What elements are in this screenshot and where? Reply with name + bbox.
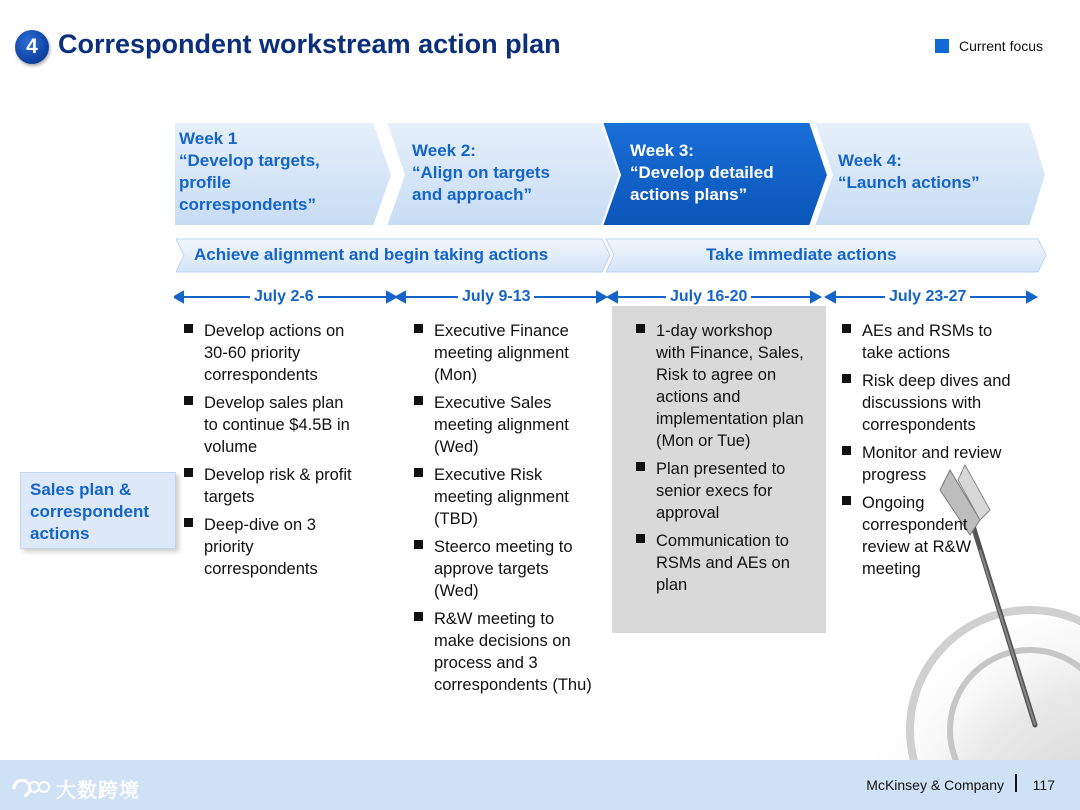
- watermark-text: 大数跨境: [56, 780, 140, 802]
- list-item: Executive Risk meeting alignment (TBD): [414, 464, 614, 530]
- bullet-square-icon: [184, 468, 193, 477]
- legend-swatch: [935, 39, 949, 53]
- footer: [0, 760, 1080, 810]
- page-title: Correspondent workstream action plan: [58, 29, 561, 59]
- row-label-box: [20, 472, 176, 549]
- week-4-label: Week 4: “Launch actions”: [838, 151, 980, 192]
- list-item: R&W meeting to make decisions on process and 3 correspondents (Thu): [414, 608, 614, 696]
- watermark: [10, 774, 140, 803]
- footer-divider: [1015, 774, 1017, 792]
- week-3-actions: [636, 320, 826, 602]
- list-item: Steerco meeting to approve targets (Wed): [414, 536, 614, 602]
- bullet-square-icon: [636, 324, 645, 333]
- week-4-actions: [842, 320, 1042, 586]
- bullet-square-icon: [842, 496, 851, 505]
- bullet-square-icon: [184, 396, 193, 405]
- list-item: Deep-dive on 3 priority correspondents: [184, 514, 384, 580]
- bullet-square-icon: [184, 518, 193, 527]
- watermark-logo-icon: [10, 777, 50, 801]
- list-item: Ongoing correspondent review at R&W meeting: [842, 492, 1042, 580]
- bullet-square-icon: [414, 468, 423, 477]
- row-label: Sales plan & correspondent actions: [30, 480, 150, 543]
- date-week-4: July 23-27: [885, 288, 970, 306]
- bullet-square-icon: [842, 374, 851, 383]
- date-week-3: July 16-20: [666, 288, 751, 306]
- week-2-label: Week 2: “Align on targets and approach”: [412, 141, 550, 204]
- bullet-square-icon: [184, 324, 193, 333]
- list-item: Executive Finance meeting alignment (Mon): [414, 320, 614, 386]
- section-number-badge: 4: [15, 30, 49, 64]
- phase-2-label: Take immediate actions: [706, 245, 897, 264]
- list-item: Develop actions on 30-60 priority correspondents: [184, 320, 384, 386]
- list-item: AEs and RSMs to take actions: [842, 320, 1042, 364]
- week-2-actions: [414, 320, 614, 702]
- list-item: Executive Sales meeting alignment (Wed): [414, 392, 614, 458]
- bullet-square-icon: [414, 324, 423, 333]
- week-1-actions: [184, 320, 384, 586]
- list-item: Risk deep dives and discussions with correspondents: [842, 370, 1042, 436]
- bullet-square-icon: [414, 540, 423, 549]
- phase-1-label: Achieve alignment and begin taking actions: [194, 245, 549, 264]
- date-week-1: July 2-6: [250, 288, 318, 306]
- bullet-square-icon: [636, 462, 645, 471]
- date-week-2: July 9-13: [458, 288, 534, 306]
- list-item: 1-day workshop with Finance, Sales, Risk to agree on actions and implementation plan (Mon or Tue): [636, 320, 826, 452]
- list-item: Communication to RSMs and AEs on plan: [636, 530, 826, 596]
- list-item: Plan presented to senior execs for approval: [636, 458, 826, 524]
- list-item: Develop sales plan to continue $4.5B in volume: [184, 392, 384, 458]
- list-item: Develop risk & profit targets: [184, 464, 384, 508]
- company-name: McKinsey & Company: [866, 777, 1004, 793]
- list-item: Monitor and review progress: [842, 442, 1042, 486]
- page-number: 117: [1032, 777, 1055, 793]
- legend: [935, 38, 1043, 54]
- legend-label: Current focus: [959, 38, 1044, 54]
- bullet-square-icon: [842, 446, 851, 455]
- week-3-label: Week 3: “Develop detailed actions plans”: [630, 141, 774, 204]
- bullet-square-icon: [842, 324, 851, 333]
- bullet-square-icon: [414, 612, 423, 621]
- bullet-square-icon: [414, 396, 423, 405]
- bullet-square-icon: [636, 534, 645, 543]
- week-1-label: Week 1 “Develop targets, profile correspondents”: [179, 129, 320, 214]
